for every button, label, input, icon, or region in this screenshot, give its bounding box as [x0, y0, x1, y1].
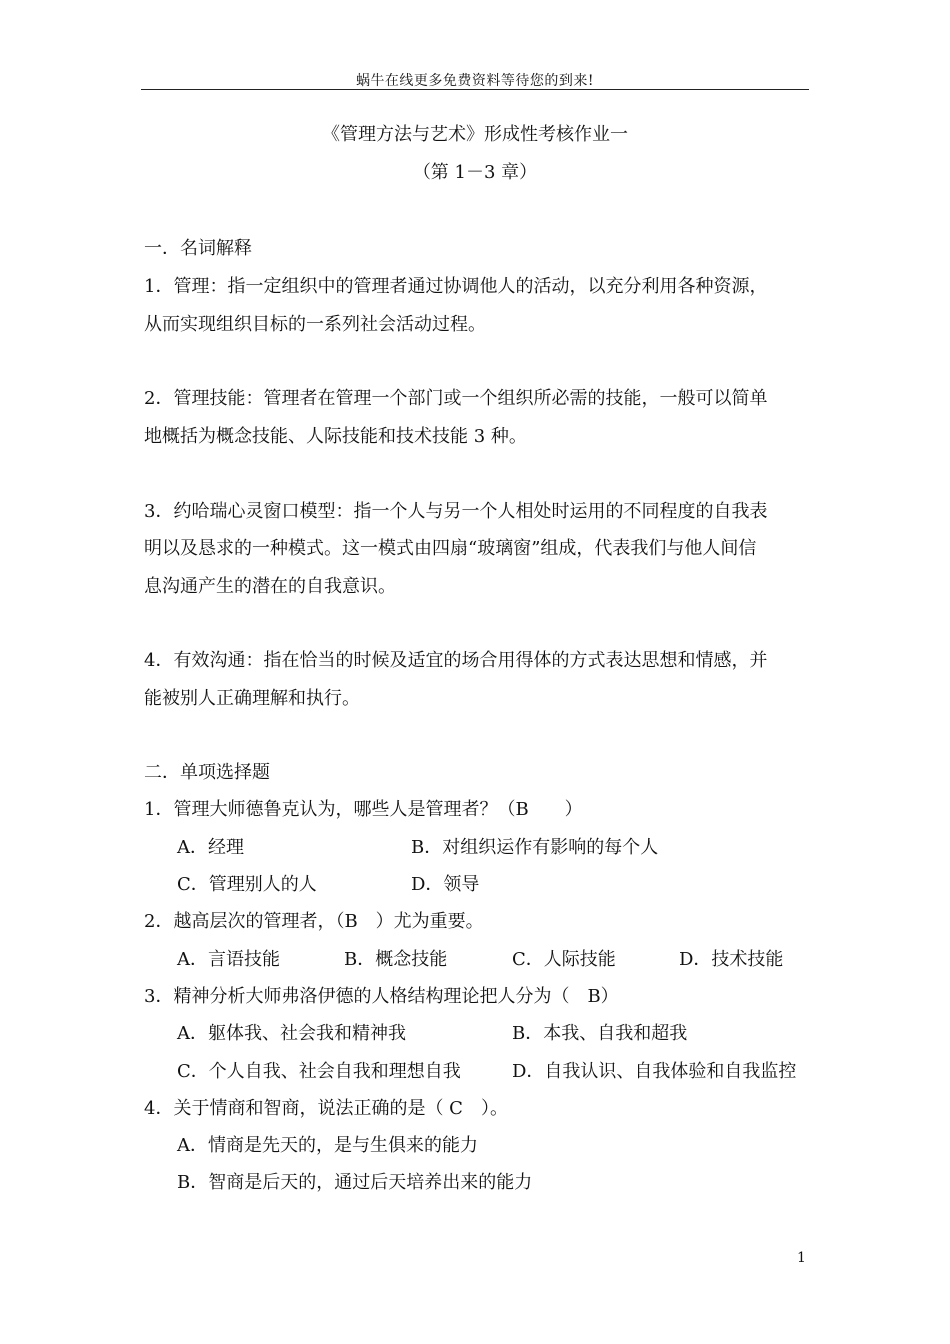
answer-option: B．概念技能 — [344, 949, 448, 970]
answer-option: A．经理 — [177, 837, 244, 858]
answer-option: B．对组织运作有影响的每个人 — [411, 837, 659, 858]
answer-option: B．智商是后天的，通过后天培养出来的能力 — [177, 1172, 533, 1193]
answer-option: D．领导 — [411, 874, 480, 895]
answer-option: C．管理别人的人 — [177, 874, 317, 895]
answer-option: A．情商是先天的，是与生俱来的能力 — [177, 1135, 478, 1156]
paragraph-line: 从而实现组织目标的一系列社会活动过程。 — [144, 314, 486, 335]
paragraph-line: 3．约哈瑞心灵窗口模型：指一个人与另一个人相处时运用的不同程度的自我表 — [144, 501, 768, 522]
section-heading: 二．单项选择题 — [144, 762, 270, 783]
paragraph-line: 1．管理：指一定组织中的管理者通过协调他人的活动，以充分利用各种资源， — [144, 276, 768, 297]
paragraph-line: 息沟通产生的潜在的自我意识。 — [144, 576, 396, 597]
document-title: 《管理方法与艺术》形成性考核作业一 — [322, 124, 628, 145]
paragraph-line: 能被别人正确理解和执行。 — [144, 688, 360, 709]
answer-option: C．人际技能 — [512, 949, 616, 970]
paragraph-line: 明以及恳求的一种模式。这一模式由四扇“玻璃窗”组成，代表我们与他人间信 — [144, 538, 757, 559]
paragraph-line: 2．管理技能：管理者在管理一个部门或一个组织所必需的技能，一般可以简单 — [144, 388, 768, 409]
section-heading: 一．名词解释 — [144, 238, 252, 259]
answer-option: C．个人自我、社会自我和理想自我 — [177, 1061, 461, 1082]
header-text: 蜗牛在线更多免费资料等待您的到来! — [355, 73, 595, 89]
answer-option: D．技术技能 — [679, 949, 784, 970]
question-stem: 3．精神分析大师弗洛伊德的人格结构理论把人分为（ B） — [144, 986, 619, 1007]
answer-option: D．自我认识、自我体验和自我监控 — [512, 1061, 797, 1082]
answer-option: A．言语技能 — [177, 949, 280, 970]
answer-option: B．本我、自我和超我 — [512, 1023, 688, 1044]
answer-option: A．躯体我、社会我和精神我 — [177, 1023, 406, 1044]
document-subtitle: （第 1－3 章） — [412, 162, 538, 183]
header-divider — [141, 89, 809, 90]
question-stem: 4．关于情商和智商，说法正确的是（ C ）。 — [144, 1098, 508, 1119]
question-stem: 1．管理大师德鲁克认为，哪些人是管理者？（B ） — [144, 799, 583, 820]
page-number: 1 — [797, 1250, 806, 1266]
paragraph-line: 地概括为概念技能、人际技能和技术技能 3 种。 — [144, 426, 527, 447]
paragraph-line: 4．有效沟通：指在恰当的时候及适宜的场合用得体的方式表达思想和情感，并 — [144, 650, 768, 671]
question-stem: 2．越高层次的管理者，（B ）尤为重要。 — [144, 911, 484, 932]
